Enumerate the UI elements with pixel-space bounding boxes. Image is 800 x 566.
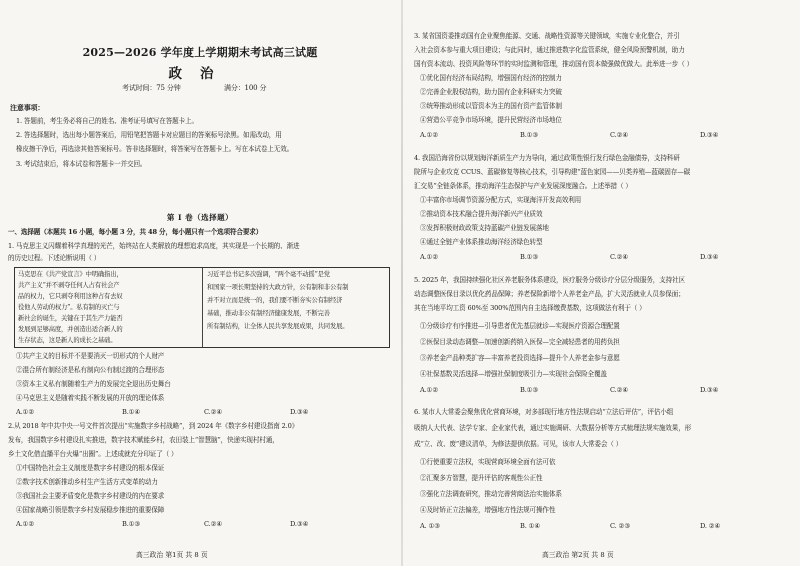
page-1-footer: 高三政治 第1页 共 8 页 (136, 551, 208, 559)
q6-option-4: ④及时矫正立法偏差，增强地方性法规可操作性 (420, 506, 556, 514)
q4-option-2: ②推动资本技术融合提升海洋新兴产业质效 (420, 210, 543, 218)
q6-choice-d: D. ②④ (700, 522, 721, 530)
q1-option-4: ④马克思主义是随着实践不断发展的开放的理论体系 (16, 394, 165, 402)
page-2-footer: 高三政治 第2页 共 8 页 (542, 551, 614, 559)
q3-option-4: ④营造公平竞争市场环境，提升民营经济市场地位 (420, 116, 562, 124)
q6-stem-3: 成“立、改、废”建议清单，为修法提供依据。可见，该市人大常委会（ ） (414, 440, 623, 448)
q6-option-3: ③强化立法调查研究，推动完善营商法治实施体系 (420, 490, 562, 498)
exam-title: 2025—2026 学年度上学期期末考试高三试题 (82, 46, 318, 59)
q2-choice-b: B.①③ (122, 520, 141, 528)
q2-choice-d: D.③④ (290, 520, 309, 528)
quote-left-5: 新社会的诞生，关键在于其生产力能否 (18, 315, 123, 322)
q3-option-3: ③统筹推动形成以管资本为主的国有资产监管体制 (420, 102, 562, 110)
q3-stem-1: 3. 某省国资委推动国有企业聚焦能源、交通、战略性资源等关键领域，实施专业化整合，并引 (414, 32, 680, 40)
quote-right-4: 基础，推动非公有制经济健康发展，不断完善 (207, 310, 330, 317)
note-line-4: 3. 考试结束后，将本试卷和答题卡一并交回。 (16, 160, 147, 168)
exam-score: 满分：100 分 (224, 84, 267, 92)
quote-left-2: 共产主义“并不剥夺任何人占有社会产 (18, 282, 120, 289)
q6-stem-2: 吸纳人大代表、法学专家、企业家代表，通过实施调研、大数据分析等方式梳理法规实施效果，形 (414, 424, 692, 432)
q5-choice-c: C.②④ (610, 386, 629, 394)
quote-left-3: 品的权力，它只剥夺利用这种占有去奴 (18, 293, 123, 300)
q6-choice-a: A. ①③ (420, 522, 441, 530)
q3-choice-b: B.①③ (520, 131, 539, 139)
q3-stem-2: 入社会资本参与重大项目建设；与此同时，通过推进数字化监管系统，健全风险预警机制，助力 (414, 46, 685, 54)
q6-option-1: ①行使重要立法权，实现营商环境全面有法可依 (420, 458, 556, 466)
q4-choice-d: D.③④ (700, 253, 719, 261)
q2-choice-c: C.②④ (204, 520, 223, 528)
q1-option-2: ②混合所有制经济是私有制向公有制过渡的合理形态 (16, 366, 165, 374)
q1-quote-box (14, 267, 390, 348)
note-line-2: 2. 答选择题时，选出每小题答案后，用铅笔把答题卡对应题目的答案标号涂黑。如需改动，用 (16, 131, 282, 139)
q2-choice-a: A.①② (16, 520, 35, 528)
note-line-1: 1. 答题前，考生务必将自己的姓名、准考证号填写在答题卡上。 (16, 117, 198, 125)
q4-option-3: ③发挥积极财政政策支持蓝碳产业链发展落地 (420, 224, 549, 232)
q5-stem-2: 动态调整医保目录以优化药品保障；养老保险新增个人养老金产品，扩大灵活就业人员参保面； (414, 290, 685, 298)
q5-stem-3: 其在当地平均工资 60%至 300%范围内自主选择缴费基数，这项做法有利于（ ） (414, 304, 646, 312)
section-title: 第 I 卷（选择题） (166, 213, 234, 222)
q2-option-4: ④国家战略引领是数字乡村发展稳步推进的重要保障 (16, 506, 165, 514)
q6-choice-b: B. ①④ (520, 522, 541, 530)
quote-left-6: 发展到足够高度，并创造出适合新人的 (18, 326, 123, 333)
q2-option-3: ③我国社会主要矛盾变化是数字乡村建设的内在要求 (16, 492, 165, 500)
q6-option-2: ②汇聚多方智慧，提升评估的客观性公正性 (420, 474, 543, 482)
q1-stem-1: 1. 马克思主义闪耀着科学真理的光芒，始终站在人类解放的理想追求高度，其实现是一个长期的、渐进 (8, 242, 300, 250)
page-2 (408, 0, 796, 566)
q5-option-2: ②医保目录动态调整—加速创新药纳入医保—完全减轻患者的用药负担 (420, 338, 620, 346)
q4-stem-2: 院所与企业攻克 CCUS、蓝碳修复等核心技术，引导构建“蓝色家园——贝类养殖—蓝碳固存—碳 (414, 168, 691, 176)
q6-choice-c: C. ②③ (610, 522, 631, 530)
q5-option-1: ①分级诊疗有序推进—引导患者优先基层就诊—实现医疗资源合理配置 (420, 322, 620, 330)
q1-choice-c: C.②④ (204, 408, 223, 416)
quote-right-1: 习近平总书记多次强调，“两个毫不动摇”是党 (207, 271, 330, 278)
q5-stem-1: 5. 2025 年，我国持续强化社区养老服务体系建设，医疗服务分级诊疗分层分级服务，支持社区 (414, 276, 685, 284)
q4-option-1: ①丰富你市场调节资源分配方式，实现海洋开发高效利用 (420, 196, 582, 204)
q3-stem-3: 国有资本流动、投资风险等环节的实时监测和管理，推动国有资本做强做优做大。此举进一步（ ） (414, 60, 694, 68)
q2-option-2: ②数字技术创新推动乡村生产生活方式变革的动力 (16, 478, 158, 486)
q1-option-3: ③资本主义私有制随着生产力的发展完全退出历史舞台 (16, 380, 171, 388)
q1-option-1: ①共产主义的目标并不是要消灭一切形式的个人财产 (16, 352, 165, 360)
q4-stem-1: 4. 我国沿海省份以规划海洋新质生产力为导向，通过政策性银行发行绿色金融债券，支持科研 (414, 154, 680, 162)
quote-left-7: 生存状态，这是新人的成长之基础。 (18, 337, 117, 344)
page-1 (4, 0, 396, 566)
q2-stem-1: 2.从 2018 年中共中央一号文件首次提出“实施数字乡村战略”，到 2024 年《数字乡村建设指南 2.0》 (8, 422, 299, 430)
q3-option-2: ②完善企业股权结构，助力国有企业科研实力突破 (420, 88, 562, 96)
subject-title: 政治 (168, 66, 232, 82)
q6-stem-1: 6. 某市人大常委会聚焦优化营商环境，对多部现行地方性法规启动“立法后评估”，评估小组 (414, 408, 674, 416)
q5-option-3: ③养老金产品种类扩容—丰富养老投资选择—提升个人养老金参与意愿 (420, 354, 620, 362)
page-fold (401, 0, 403, 566)
q1-stem-2: 的历史过程。下述论断说明（ ） (8, 254, 101, 262)
note-line-3: 橡皮擦干净后，再选涂其他答案标号。答非选择题时，将答案写在答题卡上。写在本试卷上无效。 (16, 145, 294, 153)
q5-option-4: ④社保基数灵活选择—增强社保制度吸引力—实现社会保险全覆盖 (420, 370, 607, 378)
q4-choice-b: B.①③ (520, 253, 539, 261)
q1-choice-a: A.①② (16, 408, 35, 416)
q2-stem-3: 乡土文化借直播平台火爆“出圈”。上述成就充分印证了（ ） (8, 450, 178, 458)
q3-choice-d: D.③④ (700, 131, 719, 139)
quote-right-2: 和国家一项长期坚持的大政方针，公有制和非公有制 (207, 284, 349, 291)
quote-right-3: 并不对立而是统一的，我们要不断夯实公有制经济 (207, 297, 343, 304)
q5-choice-d: D.③④ (700, 386, 719, 394)
q1-choice-b: B.①④ (122, 408, 141, 416)
q3-choice-a: A.①② (420, 131, 439, 139)
q4-choice-c: C.②④ (610, 253, 629, 261)
q4-choice-a: A.①② (420, 253, 439, 261)
notes-heading: 注意事项： (10, 103, 45, 112)
q2-option-1: ①中国特色社会主义制度是数字乡村建设的根本保证 (16, 464, 165, 472)
q3-option-1: ①优化国有经济布局结构，增强国有经济的控制力 (420, 74, 562, 82)
q5-choice-a: A.①② (420, 386, 439, 394)
q3-choice-c: C.②④ (610, 131, 629, 139)
q1-choice-d: D.③④ (290, 408, 309, 416)
q4-option-4: ④通过全链产业体系推动海洋经济绿色转型 (420, 238, 543, 246)
exam-time: 考试时间：75 分钟 (122, 84, 181, 92)
section-intro: 一、选择题（本题共 16 小题，每小题 3 分，共 48 分，每小题只有一个选项符合要求） (8, 228, 263, 236)
q2-stem-2: 发布，我国数字乡村建设扎实推进，数字技术赋能乡村，农田装上“智慧脑”，快递实现村村通， (8, 436, 279, 444)
quote-left-4: 役他人劳动的权力”。私有制的灭亡与 (18, 304, 120, 311)
q4-stem-3: 汇交易”全链条体系，推动海洋生态保护与产业发展深度融合。上述举措（ ） (414, 182, 632, 190)
quote-divider (202, 268, 203, 347)
q5-choice-b: B.①③ (520, 386, 539, 394)
quote-left-1: 马克思在《共产党宣言》中明确指出， (18, 271, 123, 278)
quote-right-5: 所有制结构，让全体人民共享发展成果，共同发展。 (207, 323, 349, 330)
